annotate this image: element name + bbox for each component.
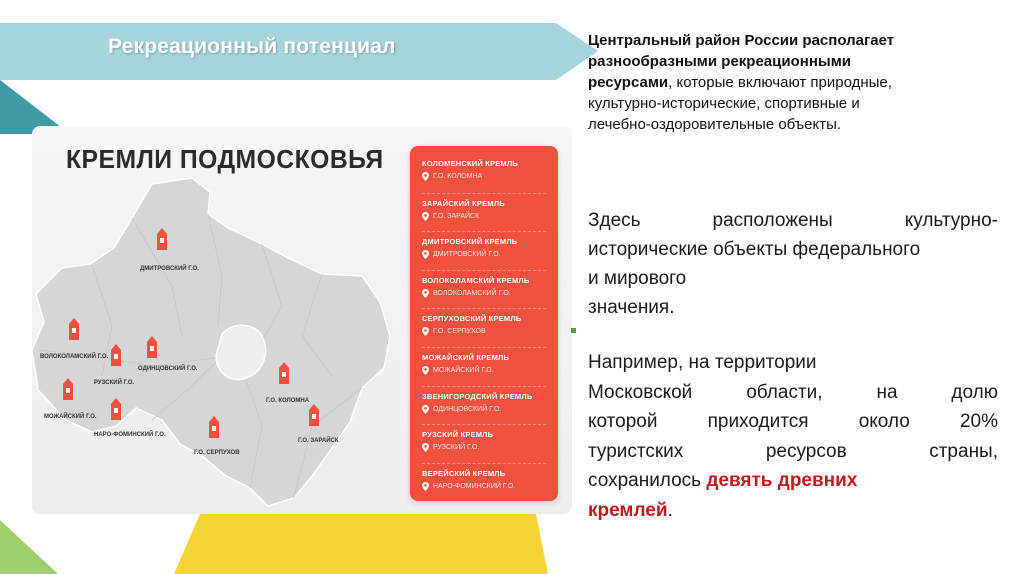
kremlin-name: СЕРПУХОВСКИЙ КРЕМЛЬ (422, 314, 522, 324)
kremlin-area: Г.О. ЗАРАЙСК (433, 212, 480, 220)
list-item (422, 463, 546, 502)
intro-line: Центральный район России располагает (588, 32, 895, 49)
paragraph-line: значения. (588, 297, 675, 318)
list-item (422, 193, 546, 232)
highlight-text: кремлей (588, 499, 668, 521)
location-pin-icon (422, 172, 429, 181)
map-title: КРЕМЛИ ПОДМОСКОВЬЯ (66, 144, 384, 174)
paragraph-text: . (667, 499, 673, 521)
location-pin-icon (422, 250, 429, 259)
city-label-ruza: РУЗСКИЙ Г.О. (94, 380, 135, 386)
paragraph-line: которой приходится около 20% (588, 411, 998, 432)
paragraph-text: сохранилось (588, 470, 707, 491)
kremlin-tower-icon (110, 344, 122, 366)
list-item (422, 424, 546, 463)
list-item (422, 154, 546, 193)
paragraph-line: и мирового (588, 268, 687, 289)
kremlin-tower-icon (110, 398, 122, 420)
kremlin-area: МОЖАЙСКИЙ Г.О. (433, 366, 494, 374)
list-item (422, 231, 546, 270)
paragraph-line: Например, на территории (588, 352, 817, 373)
city-label-naro-fominsk: НАРО-ФОМИНСКИЙ Г.О. (94, 432, 166, 438)
kremlin-name: ВОЛОКОЛАМСКИЙ КРЕМЛЬ (422, 275, 530, 285)
intro-text: , которые включают природные, (668, 74, 892, 91)
kremlin-area: НАРО-ФОМИНСКИЙ Г.О. (433, 482, 516, 490)
kremlin-name: ВЕРЕЙСКИЙ КРЕМЛЬ (422, 468, 506, 478)
kremlin-tower-icon (278, 362, 290, 384)
city-label-serpukhov: Г.О. СЕРПУХОВ (194, 450, 240, 456)
intro-paragraph (588, 30, 998, 135)
city-label-dmitrov: ДМИТРОВСКИЙ Г.О. (140, 266, 199, 272)
intro-line: культурно-исторические, спортивные и (588, 95, 860, 112)
city-label-mozhaysk: МОЖАЙСКИЙ Г.О. (44, 414, 97, 420)
city-label-zaraysk: Г.О. ЗАРАЙСК (298, 438, 339, 444)
kremlin-area: Г.О. КОЛОМНА (433, 173, 483, 180)
green-triangle (0, 520, 58, 574)
location-pin-icon (422, 212, 429, 221)
kremlin-name: ЗВЕНИГОРОДСКИЙ КРЕМЛЬ (422, 391, 533, 401)
paragraph-line: Здесь расположены культурно- (588, 210, 998, 231)
city-label-volokolamsk: ВОЛОКОЛАМСКИЙ Г.О. (40, 354, 109, 360)
kremlin-area: Г.О. СЕРПУХОВ (433, 328, 486, 336)
kremlin-tower-icon (308, 404, 320, 426)
kremlin-area: ДМИТРОВСКИЙ Г.О. (433, 251, 501, 259)
kremlins-list (410, 146, 558, 501)
list-item (422, 347, 546, 386)
kremlin-name: КОЛОМЕНСКИЙ КРЕМЛЬ (422, 159, 518, 168)
list-item (422, 270, 546, 309)
location-pin-icon (422, 289, 429, 298)
kremlin-name: ДМИТРОВСКИЙ КРЕМЛЬ (422, 237, 518, 247)
intro-line: лечебно-оздоровительные объекты. (588, 116, 842, 133)
kremlin-name: МОЖАЙСКИЙ КРЕМЛЬ (422, 352, 510, 362)
slide-title: Рекреационный потенциал (108, 35, 396, 58)
city-label-odintsovo: ОДИНЦОВСКИЙ Г.О. (138, 366, 198, 372)
intro-bold-word: ресурсами (588, 74, 669, 91)
location-pin-icon (422, 327, 429, 336)
text-column (588, 30, 998, 521)
list-item (422, 308, 546, 347)
kremlin-area: ВОЛОКОЛАМСКИЙ Г.О. (433, 289, 511, 297)
paragraph-line: исторические объекты федерального (588, 239, 921, 260)
location-pin-icon (422, 366, 429, 375)
kremlin-tower-icon (146, 336, 158, 358)
location-pin-icon (422, 443, 429, 452)
heritage-paragraph (588, 206, 998, 322)
kremlin-tower-icon (208, 416, 220, 438)
kremlin-tower-icon (68, 318, 80, 340)
kremlin-area: ОДИНЦОВСКИЙ Г.О. (433, 405, 502, 413)
moscow-city-shape (216, 325, 265, 379)
kremlins-paragraph (588, 348, 998, 525)
location-pin-icon (422, 482, 429, 491)
location-pin-icon (422, 405, 429, 414)
kremlin-name: ЗАРАЙСКИЙ КРЕМЛЬ (422, 198, 505, 208)
paragraph-line: Московской области, на долю (588, 381, 998, 403)
kremlin-tower-icon (62, 378, 74, 400)
highlight-text: девять древних (706, 470, 858, 491)
kremlin-area: РУЗСКИЙ Г.О. (433, 444, 480, 452)
kremlin-tower-icon (156, 228, 168, 250)
paragraph-line: туристских ресурсов страны, (588, 440, 998, 462)
kremlin-name: РУЗСКИЙ КРЕМЛЬ (422, 430, 494, 440)
yellow-trapezoid (174, 514, 548, 574)
city-label-kolomna: Г.О. КОЛОМНА (266, 398, 310, 404)
bullet-marker (571, 328, 576, 333)
intro-line: разнообразными рекреационными (588, 53, 852, 70)
list-item (422, 386, 546, 425)
